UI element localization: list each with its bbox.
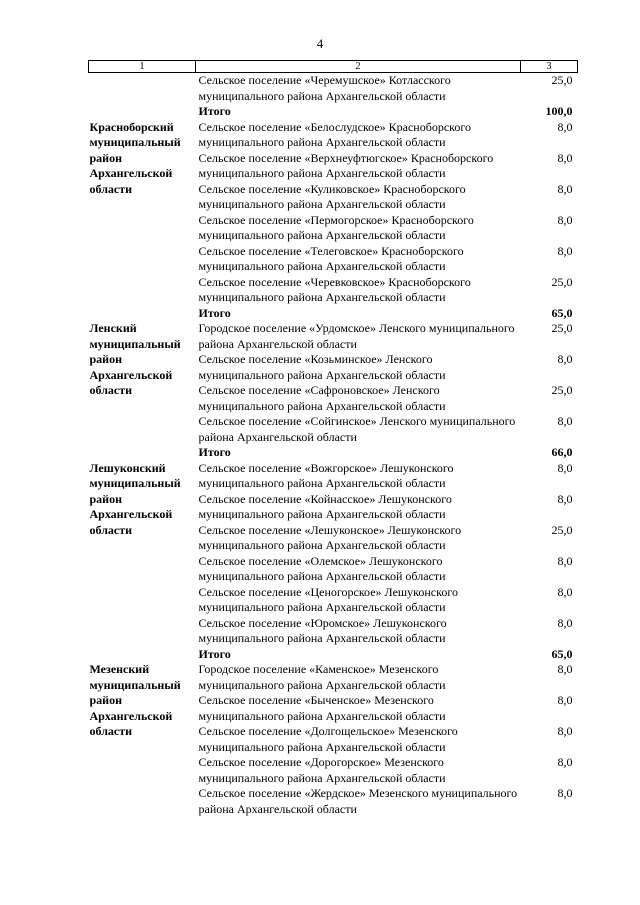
settlement-name: Сельское поселение «Белослудское» Красноборского муниципального района Архангельской области (198, 119, 472, 149)
table-row (89, 120, 578, 151)
allocation-value: 8,0 (557, 414, 573, 428)
allocation-value: 8,0 (557, 460, 573, 475)
allocation-value: 8,0 (557, 662, 573, 676)
allocation-value: 25,0 (551, 321, 573, 335)
allocation-value: 8,0 (557, 724, 573, 738)
settlement-name: Сельское поселение «Быченское» Мезенского муниципального района Архангельской области (198, 693, 446, 723)
district-name: Ленский муниципальный район Архангельской области (89, 321, 181, 397)
total-value: 65,0 (551, 646, 573, 661)
settlement-name: Сельское поселение «Вожгорское» Лешуконского муниципального района Архангельской области (198, 460, 454, 490)
allocation-value: 8,0 (557, 491, 573, 506)
total-value: 100,0 (545, 104, 573, 118)
column-header-1: 1 (89, 61, 196, 73)
total-value: 66,0 (551, 445, 573, 459)
settlement-name: Сельское поселение «Олемское» Лешуконского муниципального района Архангельской области (198, 553, 446, 583)
allocation-value: 8,0 (557, 755, 573, 769)
settlement-name: Сельское поселение «Козьминское» Ленского муниципального района Архангельской области (198, 352, 446, 382)
settlement-name: Сельское поселение «Телеговское» Красноборского муниципального района Архангельской области (198, 243, 464, 273)
table-row (89, 73, 578, 105)
settlement-name: Сельское поселение «Сафроновское» Ленского муниципального района Архангельской области (198, 383, 446, 413)
settlement-name: Сельское поселение «Ценогорское» Лешуконского муниципального района Архангельской области (198, 584, 458, 614)
table-row (89, 662, 578, 693)
settlement-name: Сельское поселение «Долгощельское» Мезенского муниципального района Архангельской области (198, 724, 458, 754)
allocation-value: 25,0 (551, 274, 573, 289)
settlement-name: Сельское поселение «Черемушское» Котласского муниципального района Архангельской области (198, 73, 451, 103)
settlement-name: Сельское поселение «Сойгинское» Ленского муниципального района Архангельской области (198, 414, 516, 444)
allocation-value: 8,0 (557, 181, 573, 196)
total-value: 65,0 (551, 305, 573, 320)
allocation-value: 8,0 (557, 119, 573, 134)
allocation-value: 25,0 (551, 73, 573, 87)
settlement-name: Городское поселение «Каменское» Мезенского муниципального района Архангельской области (198, 662, 446, 692)
column-number-header (89, 61, 578, 73)
total-label: Итого (198, 646, 231, 661)
district-name: Лешуконский муниципальный район Архангельской области (89, 460, 181, 537)
district-name (89, 73, 196, 120)
settlement-name: Сельское поселение «Жердское» Мезенского муниципального района Архангельской области (198, 786, 518, 816)
allocation-value: 25,0 (551, 383, 573, 397)
total-label: Итого (198, 104, 231, 118)
settlement-name: Сельское поселение «Дорогорское» Мезенского муниципального района Архангельской области (198, 755, 446, 785)
column-header-3: 3 (521, 61, 578, 73)
allocation-table (88, 60, 578, 817)
settlement-name: Сельское поселение «Лешуконское» Лешуконского муниципального района Архангельской области (198, 522, 462, 552)
allocation-value: 8,0 (557, 615, 573, 630)
settlement-name: Сельское поселение «Верхнеуфтюгское» Красноборского муниципального района Архангельской области (198, 150, 494, 180)
allocation-value: 8,0 (557, 212, 573, 227)
column-header-2: 2 (196, 61, 521, 73)
table-row (89, 461, 578, 492)
total-label: Итого (198, 445, 231, 459)
district-name: Мезенский муниципальный район Архангельской области (89, 662, 181, 738)
allocation-value: 8,0 (557, 584, 573, 599)
allocation-value: 25,0 (551, 522, 573, 537)
district-name: Красноборский муниципальный район Архангельской области (89, 119, 181, 196)
allocation-value: 8,0 (557, 352, 573, 366)
settlement-name: Городское поселение «Урдомское» Ленского муниципального района Архангельской области (198, 321, 515, 351)
table-row (89, 321, 578, 352)
allocation-value: 8,0 (557, 786, 573, 800)
settlement-name: Сельское поселение «Черевковское» Красноборского муниципального района Архангельской области (198, 274, 471, 304)
settlement-name: Сельское поселение «Юромское» Лешуконского муниципального района Архангельской области (198, 615, 447, 645)
page-number: 4 (316, 36, 324, 51)
settlement-name: Сельское поселение «Пермогорское» Красноборского муниципального района Архангельской области (198, 212, 474, 242)
allocation-value: 8,0 (557, 693, 573, 707)
total-label: Итого (198, 305, 231, 320)
allocation-value: 8,0 (557, 243, 573, 258)
settlement-name: Сельское поселение «Куликовское» Красноборского муниципального района Архангельской области (198, 181, 466, 211)
allocation-value: 8,0 (557, 553, 573, 568)
settlement-name: Сельское поселение «Койнасское» Лешуконского муниципального района Архангельской области (198, 491, 452, 521)
allocation-value: 8,0 (557, 150, 573, 165)
table-body (89, 73, 578, 818)
